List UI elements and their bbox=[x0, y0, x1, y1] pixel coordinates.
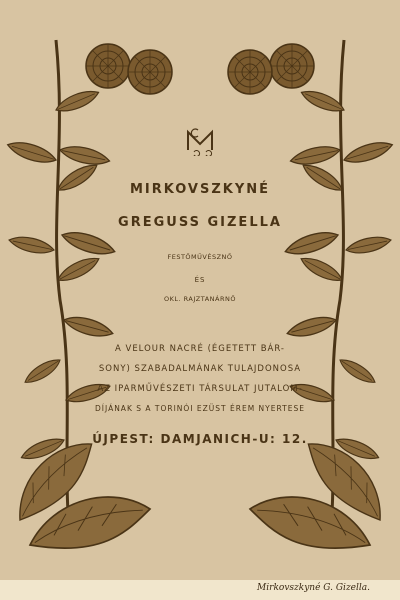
address: ÚJPEST: DAMJANICH-U: 12. bbox=[92, 432, 308, 446]
caption: Mirkovszkyné G. Gizella. bbox=[257, 583, 370, 593]
description-line-4: DÍJÁNAK S A TORINÓI EZÜST ÉREM NYERTESE bbox=[95, 404, 305, 413]
description-line-2: SONY) SZABADALMÁNAK TULAJDONOSA bbox=[98, 364, 302, 374]
description-line-1: A VELOUR NACRÉ (ÉGETETT BÁR- bbox=[114, 344, 285, 354]
name-line-1: MIRKOVSZKYNÉ bbox=[129, 182, 271, 197]
conjunction: ÉS bbox=[194, 276, 206, 284]
card-text bbox=[86, 0, 314, 580]
profession-line-1: FESTŐMŰVÉSZNŐ bbox=[167, 253, 233, 261]
name-line-2: GREGUSS GIZELLA bbox=[118, 215, 282, 230]
description-line-3: AZ IPARMŰVÉSZETI TÁRSULAT JUTALOM- bbox=[97, 384, 303, 394]
profession-line-2: OKL. RAJZTANÁRNŐ bbox=[164, 295, 236, 303]
